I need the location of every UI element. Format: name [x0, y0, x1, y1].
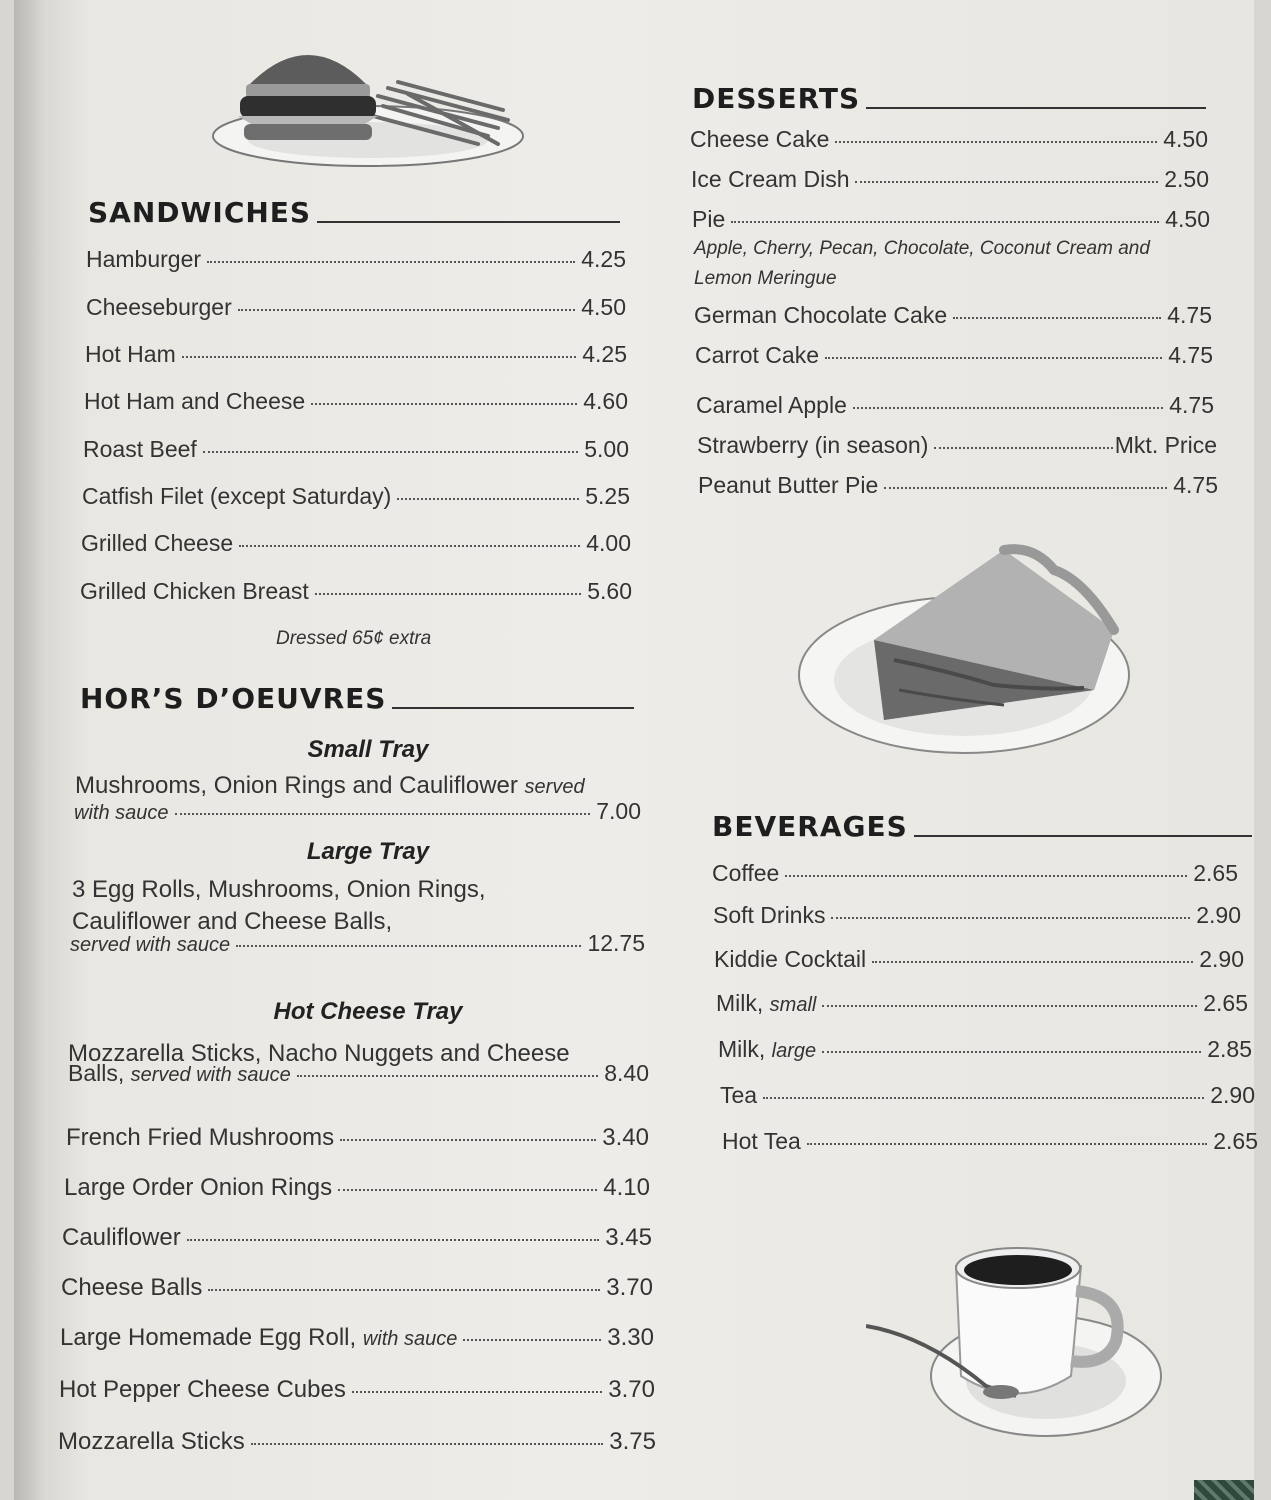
leader-dots: [763, 1097, 1204, 1099]
desserts-title: DESSERTS: [692, 82, 861, 115]
item-tail: with sauce: [74, 802, 169, 824]
sandwiches-heading: [88, 196, 620, 229]
beverage-item-soft-drinks: [713, 902, 1241, 929]
item-price: 5.25: [585, 483, 630, 509]
beverage-item-kiddie-cocktail: [714, 946, 1244, 973]
item-price: 2.90: [1210, 1082, 1255, 1108]
item-name: Roast Beef: [83, 436, 197, 462]
item-price: 4.75: [1167, 302, 1212, 328]
item-price: 3.70: [606, 1274, 653, 1301]
item-name: Hot Tea: [722, 1128, 801, 1154]
large-tray-line1: 3 Egg Rolls, Mushrooms, Onion Rings,: [72, 876, 486, 903]
sandwiches-note: Dressed 65¢ extra: [276, 628, 432, 649]
hors-item-mozzarella-sticks: [58, 1428, 656, 1456]
item-price: 5.00: [584, 436, 629, 462]
item-name: Ice Cream Dish: [691, 166, 850, 192]
hors-item-pepper-cheese-cubes: [59, 1376, 655, 1404]
leader-dots: [239, 545, 580, 547]
item-tail: served with sauce: [70, 934, 231, 956]
leader-dots: [340, 1139, 596, 1141]
hors-title: HOR’S D’OEUVRES: [80, 682, 387, 715]
small-tray-price-line: [74, 798, 641, 825]
beverages-heading: [712, 810, 1252, 843]
hors-item-cheese-balls: [61, 1274, 653, 1302]
leader-dots: [203, 451, 578, 453]
leader-dots: [831, 917, 1190, 919]
sandwich-item-grilled-cheese: [81, 530, 631, 557]
item-price: 4.25: [582, 341, 627, 367]
item-name: Grilled Chicken Breast: [80, 578, 309, 604]
leader-dots: [822, 1005, 1197, 1007]
item-small: large: [771, 1040, 817, 1062]
table-corner: [1194, 1480, 1254, 1500]
large-tray-desc: [72, 874, 486, 938]
leader-dots: [187, 1239, 600, 1241]
leader-dots: [208, 1289, 600, 1291]
hors-item-egg-roll: [60, 1324, 654, 1352]
sandwich-item-hot-ham: [85, 341, 627, 368]
item-price: 4.00: [586, 530, 631, 556]
small-tray-label: Small Tray: [307, 736, 429, 763]
pie-flavors-line1: Apple, Cherry, Pecan, Chocolate, Coconut Cream and: [694, 238, 1150, 259]
large-tray-price-line: [70, 930, 645, 957]
dessert-item-german-choc: [694, 302, 1212, 329]
sandwich-item-roast-beef: [83, 436, 629, 463]
item-name: Catfish Filet (except Saturday): [82, 483, 392, 509]
item-price: 4.75: [1169, 392, 1214, 418]
leader-dots: [297, 1075, 599, 1077]
item-small: small: [769, 994, 817, 1016]
beverage-item-coffee: [712, 860, 1238, 887]
item-name: Cheeseburger: [86, 294, 232, 320]
item-price: 4.50: [1163, 126, 1208, 152]
large-tray-label: Large Tray: [306, 838, 430, 865]
leader-dots: [872, 961, 1193, 963]
hors-item-onion-rings: [64, 1174, 650, 1202]
item-name: Hamburger: [86, 246, 202, 272]
small-tray-desc-text: Mushrooms, Onion Rings and Cauliflower: [75, 772, 518, 799]
item-name: Soft Drinks: [713, 902, 826, 928]
dessert-item-cheese-cake: [690, 126, 1208, 153]
item-name: German Chocolate Cake: [694, 302, 948, 328]
item-tail: served with sauce: [130, 1064, 291, 1086]
item-price: 4.50: [581, 294, 626, 320]
item-name: Carrot Cake: [695, 342, 819, 368]
beverages-title: BEVERAGES: [712, 810, 908, 843]
pie-flavors-line2: Lemon Meringue: [694, 268, 837, 289]
beverage-item-milk-small: [716, 990, 1248, 1017]
burger-plate-icon: [208, 36, 528, 186]
item-price: 2.90: [1196, 902, 1241, 928]
item-price: 12.75: [587, 930, 645, 956]
item-name: Hot Ham: [85, 341, 176, 367]
item-name: Tea: [720, 1082, 758, 1108]
sandwich-item-hot-ham-cheese: [84, 388, 628, 415]
item-price: 7.00: [596, 798, 641, 824]
heading-rule: [914, 835, 1252, 837]
dessert-item-ice-cream: [691, 166, 1209, 193]
beverage-item-hot-tea: [722, 1128, 1258, 1155]
heading-rule: [392, 707, 634, 709]
item-price: Mkt. Price: [1114, 432, 1217, 458]
pie-slice-icon: [794, 540, 1134, 760]
leader-dots: [311, 403, 577, 405]
large-tray-line2: Cauliflower and Cheese Balls,: [72, 908, 393, 935]
dessert-item-strawberry: [697, 432, 1217, 459]
item-name: Hot Ham and Cheese: [84, 388, 306, 414]
item-price: 5.60: [587, 578, 632, 604]
item-small: with sauce: [362, 1328, 458, 1350]
hors-item-cauliflower: [62, 1224, 652, 1252]
desserts-heading: [692, 82, 1206, 115]
item-price: 3.70: [608, 1376, 655, 1403]
item-price: 4.75: [1173, 472, 1218, 498]
dessert-item-pie: [692, 206, 1210, 233]
item-name: French Fried Mushrooms: [66, 1124, 335, 1151]
item-name: Cheese Balls: [61, 1274, 203, 1301]
item-name: Peanut Butter Pie: [698, 472, 879, 498]
hors-heading: [80, 682, 634, 715]
leader-dots: [397, 498, 579, 500]
item-price: 2.50: [1164, 166, 1209, 192]
hot-cheese-tray-price-line: [68, 1060, 649, 1087]
item-name: Milk,: [716, 990, 764, 1016]
item-price: 2.65: [1213, 1128, 1258, 1154]
leader-dots: [352, 1391, 602, 1393]
beverage-item-milk-large: [718, 1036, 1252, 1063]
leader-dots: [315, 593, 581, 595]
leader-dots: [182, 356, 576, 358]
item-price: 4.60: [583, 388, 628, 414]
item-name: Large Homemade Egg Roll,: [60, 1324, 357, 1351]
leader-dots: [731, 221, 1159, 223]
hors-item-french-fried-mushrooms: [66, 1124, 649, 1152]
leader-dots: [175, 813, 591, 815]
item-price: 4.50: [1165, 206, 1210, 232]
leader-dots: [884, 487, 1167, 489]
item-name: Pie: [692, 206, 726, 232]
leader-dots: [853, 407, 1163, 409]
item-name: Milk,: [718, 1036, 766, 1062]
item-name: Cheese Cake: [690, 126, 830, 152]
dessert-item-peanut-butter-pie: [698, 472, 1218, 499]
item-price: 2.65: [1203, 990, 1248, 1016]
heading-rule: [317, 221, 620, 223]
sandwich-item-catfish: [82, 483, 630, 510]
leader-dots: [236, 945, 581, 947]
item-price: 2.85: [1207, 1036, 1252, 1062]
sandwiches-title: SANDWICHES: [88, 196, 312, 229]
item-price: 3.75: [609, 1428, 656, 1455]
leader-dots: [207, 261, 575, 263]
leader-dots: [238, 309, 575, 311]
item-price: 2.65: [1193, 860, 1238, 886]
item-name: Strawberry (in season): [697, 432, 929, 458]
leader-dots: [785, 875, 1187, 877]
hot-cheese-tray-label: Hot Cheese Tray: [273, 998, 463, 1025]
beverage-item-tea: [720, 1082, 1255, 1109]
sandwich-item-hamburger: [86, 246, 626, 273]
item-name: Mozzarella Sticks: [58, 1428, 245, 1455]
item-price: 4.10: [603, 1174, 650, 1201]
leader-dots: [855, 181, 1158, 183]
item-price: 2.90: [1199, 946, 1244, 972]
item-price: 3.40: [602, 1124, 649, 1151]
heading-rule: [866, 107, 1206, 109]
leader-dots: [822, 1051, 1201, 1053]
item-price: 8.40: [604, 1060, 649, 1086]
item-name: Hot Pepper Cheese Cubes: [59, 1376, 346, 1403]
leader-dots: [338, 1189, 597, 1191]
leader-dots: [825, 357, 1162, 359]
item-price: 4.25: [581, 246, 626, 272]
item-price: 3.30: [607, 1324, 654, 1351]
item-name: Cauliflower: [62, 1224, 181, 1251]
item-name: Kiddie Cocktail: [714, 946, 867, 972]
menu-page: [14, 0, 1258, 1500]
item-name: Caramel Apple: [696, 392, 847, 418]
leader-dots: [463, 1339, 601, 1341]
leader-dots: [807, 1143, 1207, 1145]
page-spine: [14, 0, 48, 1500]
item-price: 3.45: [605, 1224, 652, 1251]
item-price: 4.75: [1168, 342, 1213, 368]
leader-dots: [835, 141, 1157, 143]
dessert-item-caramel-apple: [696, 392, 1214, 419]
coffee-cup-icon: [866, 1236, 1166, 1446]
sandwich-item-cheeseburger: [86, 294, 626, 321]
small-tray-desc-small: served: [524, 776, 585, 798]
leader-dots: [251, 1443, 604, 1445]
item-name: Grilled Cheese: [81, 530, 234, 556]
dessert-item-carrot-cake: [695, 342, 1213, 369]
sandwich-item-grilled-chicken: [80, 578, 632, 605]
item-name: Coffee: [712, 860, 780, 886]
hot-cheese-line2: Balls,: [68, 1060, 125, 1086]
hot-cheese-line1: Mozzarella Sticks, Nacho Nuggets and Cheese: [68, 1040, 570, 1067]
leader-dots: [953, 317, 1161, 319]
item-name: Large Order Onion Rings: [64, 1174, 333, 1201]
leader-dots: [934, 447, 1112, 449]
